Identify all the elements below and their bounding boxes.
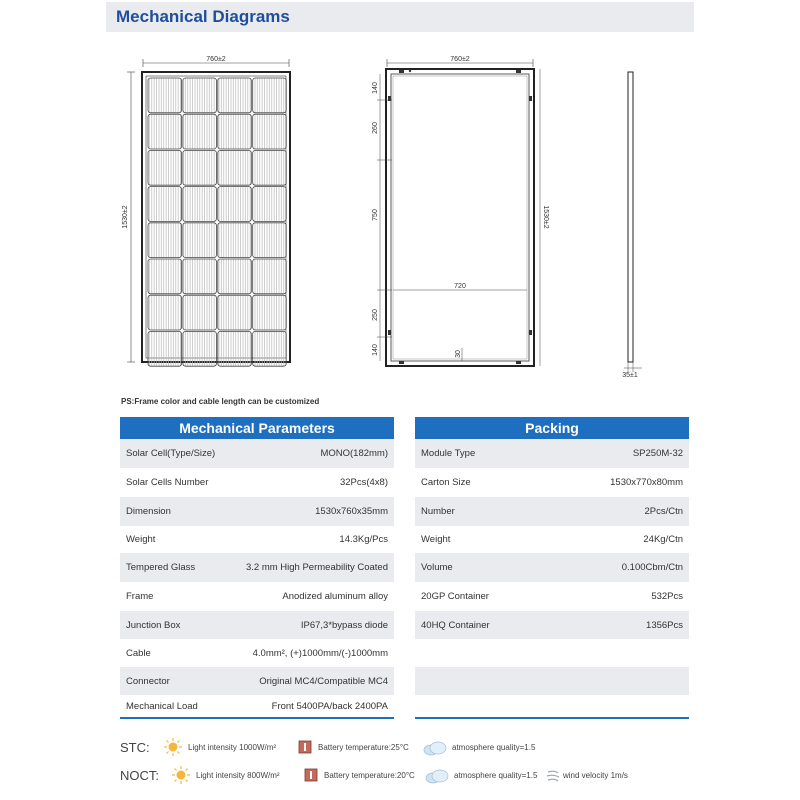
table-row <box>415 439 689 468</box>
noct-wind-velocity: wind velocity 1m/s <box>563 771 628 780</box>
table-row <box>120 639 394 667</box>
back-dim-5: 140 <box>372 344 379 356</box>
table-row <box>415 497 689 526</box>
row-label: 40HQ Container <box>415 611 535 639</box>
row-label <box>415 667 535 695</box>
page-title: Mechanical Diagrams <box>116 7 290 26</box>
packing-table-bottom-rule <box>415 717 689 719</box>
side-view <box>622 72 642 379</box>
table-row <box>120 611 394 639</box>
row-value: SP250M-32 <box>535 439 689 468</box>
table-row <box>120 695 394 717</box>
solar-cell <box>218 187 252 222</box>
row-label: Junction Box <box>120 611 232 639</box>
solar-cell <box>253 150 287 185</box>
row-value: 1530x770x80mm <box>535 468 689 497</box>
solar-cell <box>148 78 182 113</box>
row-label: Connector <box>120 667 232 695</box>
mechanical-table-bottom-rule <box>120 717 394 719</box>
row-label <box>415 639 535 667</box>
solar-cell <box>183 223 217 258</box>
solar-cell <box>253 223 287 258</box>
row-value: 32Pcs(4x8) <box>232 468 394 497</box>
row-label: Mechanical Load <box>120 695 232 717</box>
solar-cell <box>218 331 252 366</box>
noct-label: NOCT: <box>120 768 159 783</box>
solar-cell <box>183 150 217 185</box>
table-row <box>120 582 394 611</box>
solar-cell <box>183 295 217 330</box>
solar-cell <box>218 259 252 294</box>
row-value: 14.3Kg/Pcs <box>232 526 394 553</box>
row-value: 2Pcs/Ctn <box>535 497 689 526</box>
solar-cell <box>148 259 182 294</box>
row-value: Front 5400PA/back 2400PA <box>232 695 394 717</box>
row-value <box>535 639 689 667</box>
table-row <box>415 582 689 611</box>
back-bottom-dim: 30 <box>455 350 462 358</box>
back-width-label: 760±2 <box>450 56 470 63</box>
row-label: Volume <box>415 553 535 582</box>
back-dim-1: 140 <box>372 82 379 94</box>
row-value <box>535 695 689 717</box>
back-dim-4: 250 <box>372 309 379 321</box>
solar-cell <box>148 223 182 258</box>
solar-cell <box>218 114 252 149</box>
front-width-label: 760±2 <box>206 56 226 63</box>
solar-cell <box>148 295 182 330</box>
packing-table-title: Packing <box>415 417 689 439</box>
packing-table <box>415 417 689 717</box>
sun-icon <box>164 738 182 756</box>
table-row <box>120 497 394 526</box>
row-label: 20GP Container <box>415 582 535 611</box>
wind-icon <box>546 768 560 784</box>
solar-cell <box>148 114 182 149</box>
row-value: 0.100Cbm/Ctn <box>535 553 689 582</box>
mechanical-table-title: Mechanical Parameters <box>120 417 394 439</box>
row-label: Cable <box>120 639 232 667</box>
row-label: Dimension <box>120 497 232 526</box>
row-label: Tempered Glass <box>120 553 232 582</box>
table-row <box>415 611 689 639</box>
solar-cell <box>183 187 217 222</box>
solar-cell <box>148 150 182 185</box>
battery-thermometer-icon <box>298 740 312 754</box>
solar-cell <box>218 295 252 330</box>
solar-cell <box>218 78 252 113</box>
row-label: Weight <box>415 526 535 553</box>
solar-cell <box>253 78 287 113</box>
row-label: Number <box>415 497 535 526</box>
row-label: Solar Cells Number <box>120 468 232 497</box>
row-label: Solar Cell(Type/Size) <box>120 439 232 468</box>
table-row <box>415 526 689 553</box>
table-row <box>120 526 394 553</box>
solar-cell <box>253 187 287 222</box>
row-value: 1356Pcs <box>535 611 689 639</box>
noct-conditions <box>120 766 680 788</box>
solar-cell <box>183 78 217 113</box>
cloud-icon <box>422 740 448 756</box>
stc-light-intensity: Light intensity 1000W/m² <box>188 743 277 752</box>
solar-cell <box>183 259 217 294</box>
row-value <box>535 667 689 695</box>
back-height-label: 1530±2 <box>542 205 549 229</box>
table-row <box>120 667 394 695</box>
table-row <box>415 667 689 695</box>
row-value: 4.0mm², (+)1000mm/(-)1000mm <box>232 639 394 667</box>
table-row <box>120 553 394 582</box>
row-value: 532Pcs <box>535 582 689 611</box>
table-row <box>415 553 689 582</box>
row-value: Anodized aluminum alloy <box>232 582 394 611</box>
row-value: IP67,3*bypass diode <box>232 611 394 639</box>
solar-cell <box>253 331 287 366</box>
sun-icon <box>172 766 190 784</box>
mechanical-parameters-table <box>120 417 394 717</box>
cloud-icon <box>424 768 450 784</box>
solar-cell <box>183 331 217 366</box>
row-value: 3.2 mm High Permeability Coated <box>232 553 394 582</box>
row-value: 1530x760x35mm <box>232 497 394 526</box>
table-row <box>120 439 394 468</box>
row-label: Carton Size <box>415 468 535 497</box>
row-value: MONO(182mm) <box>232 439 394 468</box>
front-height-label: 1530±2 <box>122 205 129 229</box>
solar-cell <box>253 295 287 330</box>
table-row <box>415 468 689 497</box>
solar-cell <box>218 223 252 258</box>
solar-cell <box>253 259 287 294</box>
row-value: Original MC4/Compatible MC4 <box>232 667 394 695</box>
battery-thermometer-icon <box>304 768 318 782</box>
side-depth-label: 35±1 <box>622 372 638 379</box>
stc-label: STC: <box>120 740 150 755</box>
noct-light-intensity: Light intensity 800W/m² <box>196 771 280 780</box>
solar-cell <box>183 114 217 149</box>
back-dim-3: 750 <box>372 209 379 221</box>
customization-note: PS:Frame color and cable length can be customized <box>121 397 320 406</box>
table-row <box>415 695 689 717</box>
noct-atmosphere-quality: atmosphere quality=1.5 <box>454 771 538 780</box>
stc-atmosphere-quality: atmosphere quality=1.5 <box>452 743 536 752</box>
solar-cell <box>253 114 287 149</box>
table-row <box>415 639 689 667</box>
back-dim-2: 260 <box>372 122 379 134</box>
front-view <box>122 56 290 366</box>
back-inner-width: 720 <box>454 283 466 290</box>
solar-cell <box>148 331 182 366</box>
solar-cell <box>218 150 252 185</box>
row-value: 24Kg/Ctn <box>535 526 689 553</box>
table-row <box>120 468 394 497</box>
row-label <box>415 695 535 717</box>
row-label: Module Type <box>415 439 535 468</box>
stc-conditions <box>120 738 680 760</box>
row-label: Weight <box>120 526 232 553</box>
back-view <box>372 56 549 366</box>
noct-battery-temperature: Battery temperature:20°C <box>324 771 415 780</box>
row-label: Frame <box>120 582 232 611</box>
stc-battery-temperature: Battery temperature:25°C <box>318 743 409 752</box>
solar-cell <box>148 187 182 222</box>
